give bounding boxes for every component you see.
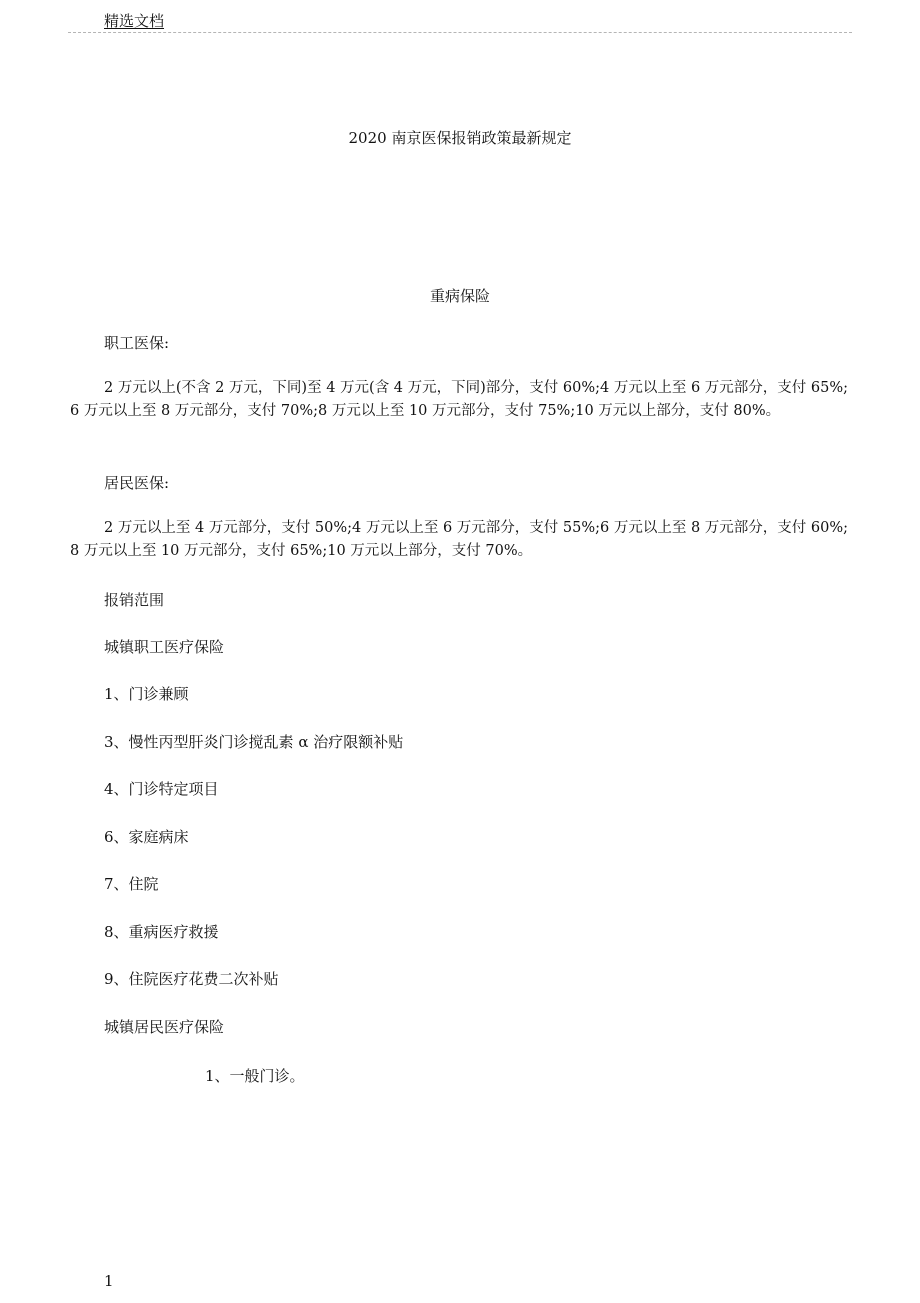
list-item: 4、门诊特定项目 bbox=[104, 780, 219, 798]
list-item: 7、住院 bbox=[104, 875, 159, 893]
resident-insurance-paragraph: 2 万元以上至 4 万元部分，支付 50%;4 万元以上至 6 万元部分，支付 55%;6 万元以上至 8 万元部分，支付 60%;8 万元以上至 10 万元部分，支付 65%;10 万元以上部分，支付 70%。 bbox=[70, 520, 848, 559]
section-title: 重病保险 bbox=[429, 287, 490, 305]
list-item: 1、门诊兼顾 bbox=[104, 685, 189, 703]
scope-heading: 报销范围 bbox=[104, 591, 165, 609]
employee-insurance-heading: 职工医保: bbox=[104, 334, 170, 352]
header-label: 精选文档 bbox=[104, 12, 165, 30]
urban-employee-heading: 城镇职工医疗保险 bbox=[104, 638, 225, 656]
list-item: 1、一般门诊。 bbox=[205, 1067, 305, 1085]
header-divider bbox=[68, 32, 852, 33]
list-item: 6、家庭病床 bbox=[104, 828, 189, 846]
list-item: 3、慢性丙型肝炎门诊搅乱素 α 治疗限额补贴 bbox=[104, 733, 404, 751]
employee-insurance-paragraph: 2 万元以上(不含 2 万元，下同)至 4 万元(含 4 万元，下同)部分，支付 60%;4 万元以上至 6 万元部分，支付 65%;6 万元以上至 8 万元部分，支付 70%;8 万元以上至 10 万元部分，支付 75%;10 万元以上部分，支付 80%。 bbox=[70, 380, 849, 419]
resident-insurance-heading: 居民医保: bbox=[104, 474, 170, 492]
page-number: 1 bbox=[104, 1272, 114, 1290]
list-item: 9、住院医疗花费二次补贴 bbox=[104, 970, 279, 988]
urban-resident-heading: 城镇居民医疗保险 bbox=[104, 1018, 225, 1036]
list-item: 8、重病医疗救援 bbox=[104, 923, 219, 941]
document-title: 2020 南京医保报销政策最新规定 bbox=[348, 129, 572, 147]
